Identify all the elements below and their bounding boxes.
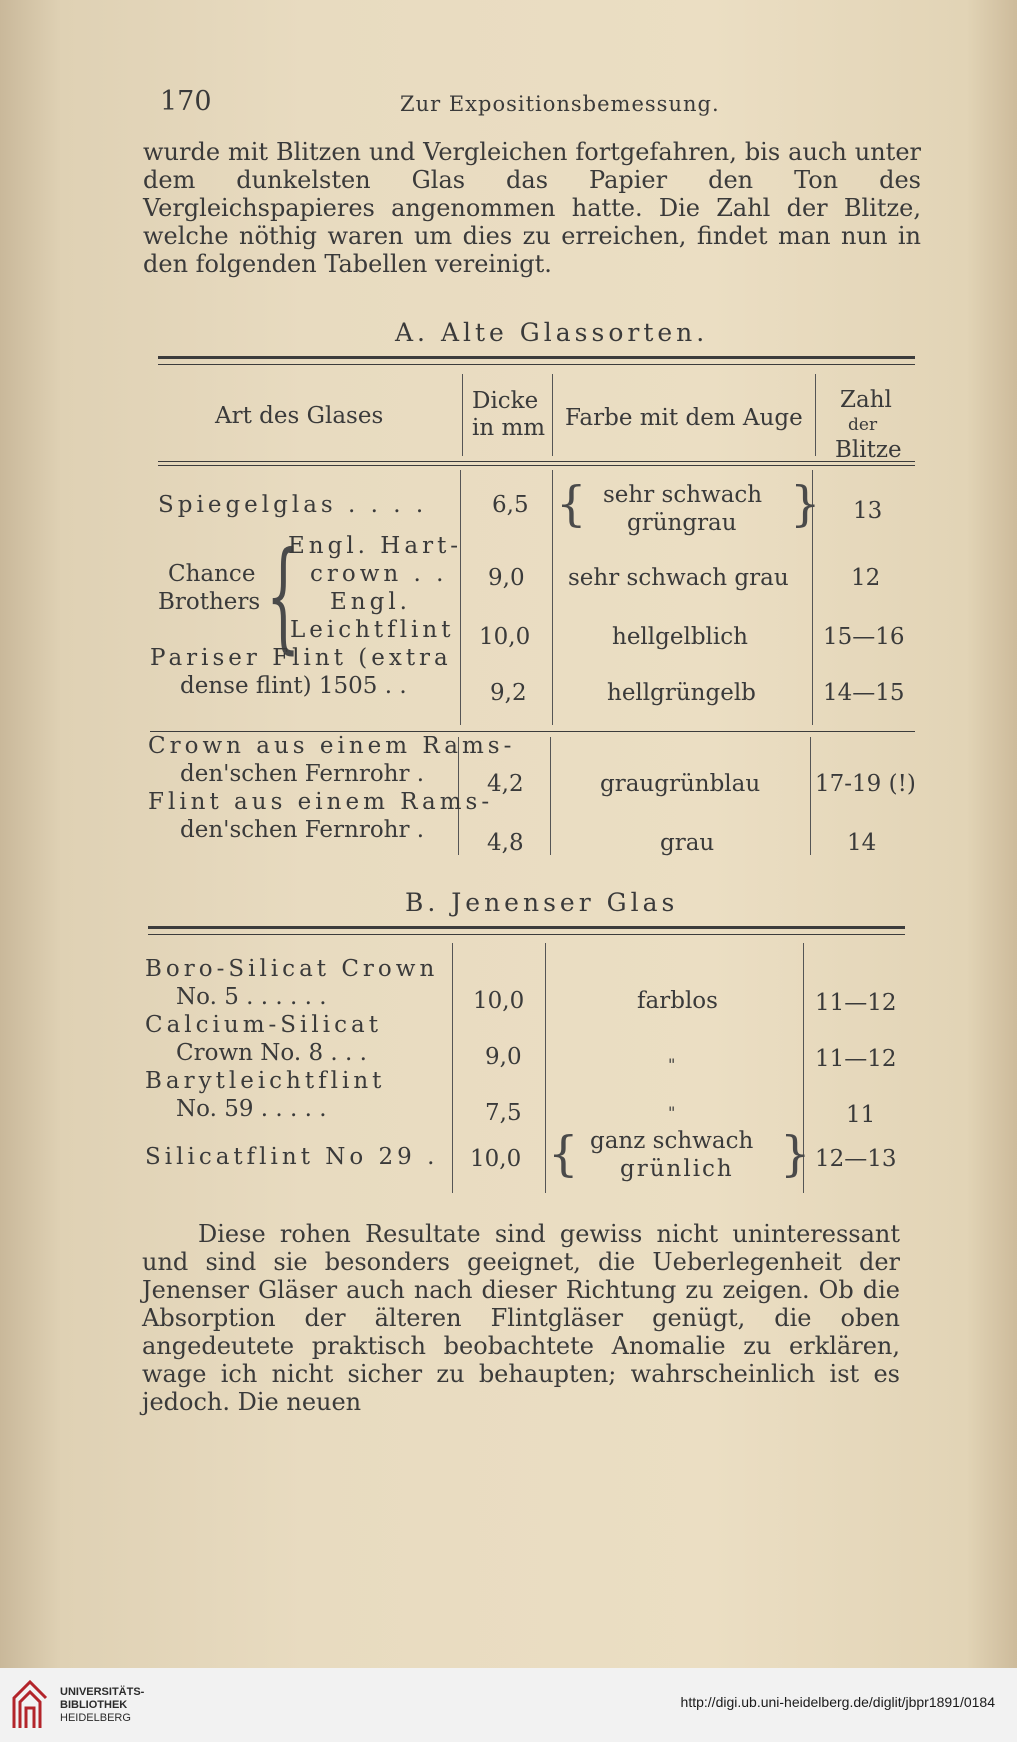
row-b3-zahl: 11 [846, 1102, 876, 1128]
row-a1-farbe-1: sehr schwach [603, 482, 763, 508]
table-b-col-line [452, 943, 453, 1193]
table-a-top-rule-thin [158, 364, 915, 365]
row-a2-name-1: Engl. Hart- [288, 533, 463, 559]
section-b-title: B. Jenenser Glas [405, 888, 679, 917]
table-a-col-line [810, 737, 811, 855]
row-b3-name-1: Barytleichtflint [145, 1068, 386, 1094]
row-a6-name-2: den'schen Fernrohr . [180, 817, 425, 843]
row-a5-farbe: graugrünblau [600, 771, 761, 797]
library-logo-icon [10, 1678, 50, 1732]
row-a3-name-2: Leichtflint [290, 617, 455, 643]
row-a4-zahl: 14—15 [823, 680, 905, 706]
table-a-col-line [460, 470, 461, 725]
row-b4-name: Silicatflint No 29 . [145, 1144, 439, 1170]
row-a4-name-2: dense flint) 1505 . . [180, 673, 407, 699]
row-a3-dicke: 10,0 [479, 624, 531, 650]
table-a-col-line [815, 374, 816, 456]
table-b-col-line [545, 943, 546, 1193]
brace-right: } [790, 476, 821, 532]
library-name [60, 1686, 144, 1725]
outro-text: Diese rohen Resultate sind gewiss nicht uninteressant und sind sie besonders geeignet, die Ueberlegenheit der Jenenser Gläser auch nach dieser Richtung zu zeigen. Ob die Absorption der älteren Flintgläser genügt, die oben angedeutete praktisch beobachtete Anomalie zu erklären, wage ich nicht sicher zu behaupten; wahrscheinlich ist es jedoch. Die neuen [142, 1220, 900, 1416]
header-dicke: Dicke [472, 388, 539, 414]
table-a-header-rule [158, 461, 915, 462]
row-a2-farbe: sehr schwach grau [568, 565, 789, 591]
row-b1-name-2: No. 5 . . . . . . [176, 984, 327, 1010]
row-a6-name-1: Flint aus einem Rams- [148, 789, 494, 815]
library-line-3: HEIDELBERG [60, 1712, 131, 1724]
row-a1-dicke: 6,5 [492, 492, 529, 518]
row-b4-farbe-2: grünlich [620, 1156, 734, 1182]
header-zahl-der: der [848, 415, 878, 435]
library-line-1: UNIVERSITÄTS- [60, 1686, 145, 1698]
section-a-title: A. Alte Glassorten. [395, 318, 709, 347]
row-a5-dicke: 4,2 [487, 771, 524, 797]
row-a3-zahl: 15—16 [823, 624, 905, 650]
table-b-top-rule [148, 926, 905, 929]
row-a6-farbe: grau [660, 830, 715, 856]
outro-paragraph [142, 1220, 900, 1416]
table-a-top-rule [158, 356, 915, 359]
row-a3-farbe: hellgelblich [612, 624, 748, 650]
row-b2-farbe: " [668, 1055, 676, 1074]
brace-left: { [556, 476, 587, 532]
header-art: Art des Glases [215, 403, 384, 429]
row-a5-zahl: 17-19 (!) [815, 771, 916, 797]
row-a4-farbe: hellgrüngelb [607, 680, 756, 706]
row-a2-zahl: 12 [851, 565, 881, 591]
table-a-mid-rule [150, 731, 915, 732]
header-zahl: Zahl [840, 387, 892, 413]
row-b2-name-2: Crown No. 8 . . . [176, 1040, 367, 1066]
row-b3-farbe: " [668, 1103, 676, 1122]
viewer-footer [0, 1668, 1017, 1742]
row-b4-zahl: 12—13 [815, 1146, 897, 1172]
row-a1-name: Spiegelglas . . . . [158, 492, 428, 518]
row-a2-name-2: crown . . [310, 561, 448, 587]
row-a6-dicke: 4,8 [487, 830, 524, 856]
row-b1-name-1: Boro-Silicat Crown [145, 956, 439, 982]
header-farbe: Farbe mit dem Auge [565, 405, 803, 431]
row-b3-dicke: 7,5 [485, 1100, 522, 1126]
table-a-col-line [552, 470, 553, 725]
row-b2-name-1: Calcium-Silicat [145, 1012, 382, 1038]
row-a6-zahl: 14 [847, 830, 877, 856]
table-a-header-rule-2 [158, 465, 915, 466]
row-b1-farbe: farblos [637, 988, 718, 1014]
row-a2-dicke: 9,0 [488, 565, 525, 591]
row-a1-farbe-2: grüngrau [627, 510, 737, 536]
running-title: Zur Expositionsbemessung. [400, 92, 720, 116]
row-b4-farbe-1: ganz schwach [590, 1128, 754, 1154]
group-brace: { [266, 527, 301, 666]
row-a5-name-2: den'schen Fernrohr . [180, 761, 425, 787]
table-a-col-line [550, 737, 551, 855]
group-brothers: Brothers [158, 589, 261, 615]
permalink[interactable]: http://digi.ub.uni-heidelberg.de/diglit/jbpr1891/0184 [680, 1694, 995, 1710]
intro-paragraph [143, 138, 921, 278]
row-a4-name-1: Pariser Flint (extra [150, 645, 452, 671]
page-number: 170 [160, 86, 212, 117]
row-b4-dicke: 10,0 [470, 1146, 522, 1172]
row-a4-dicke: 9,2 [490, 680, 527, 706]
row-b1-dicke: 10,0 [473, 988, 525, 1014]
brace-left: { [548, 1126, 579, 1182]
table-b-top-rule-thin [148, 934, 905, 935]
brace-right: } [780, 1126, 811, 1182]
header-dicke-unit: in mm [472, 415, 546, 441]
row-a3-name-1: Engl. [330, 589, 411, 615]
table-a-col-line [552, 374, 553, 456]
header-zahl-blitze: Blitze [835, 437, 902, 463]
row-a1-zahl: 13 [853, 498, 883, 524]
row-b2-zahl: 11—12 [815, 1046, 897, 1072]
group-chance: Chance [168, 561, 256, 587]
intro-text: wurde mit Blitzen und Vergleichen fortgefahren, bis auch unter dem dunkelsten Glas das Papier den Ton des Vergleichspapieres angenommen hatte. Die Zahl der Blitze, welche nöthig waren um dies zu erreichen, findet man nun in den folgenden Tabellen vereinigt. [143, 138, 921, 278]
table-a-col-line [462, 374, 463, 456]
library-line-2: BIBLIOTHEK [60, 1699, 128, 1711]
row-a5-name-1: Crown aus einem Rams- [148, 733, 516, 759]
row-b1-zahl: 11—12 [815, 990, 897, 1016]
row-b3-name-2: No. 59 . . . . . [176, 1096, 327, 1122]
row-b2-dicke: 9,0 [485, 1044, 522, 1070]
